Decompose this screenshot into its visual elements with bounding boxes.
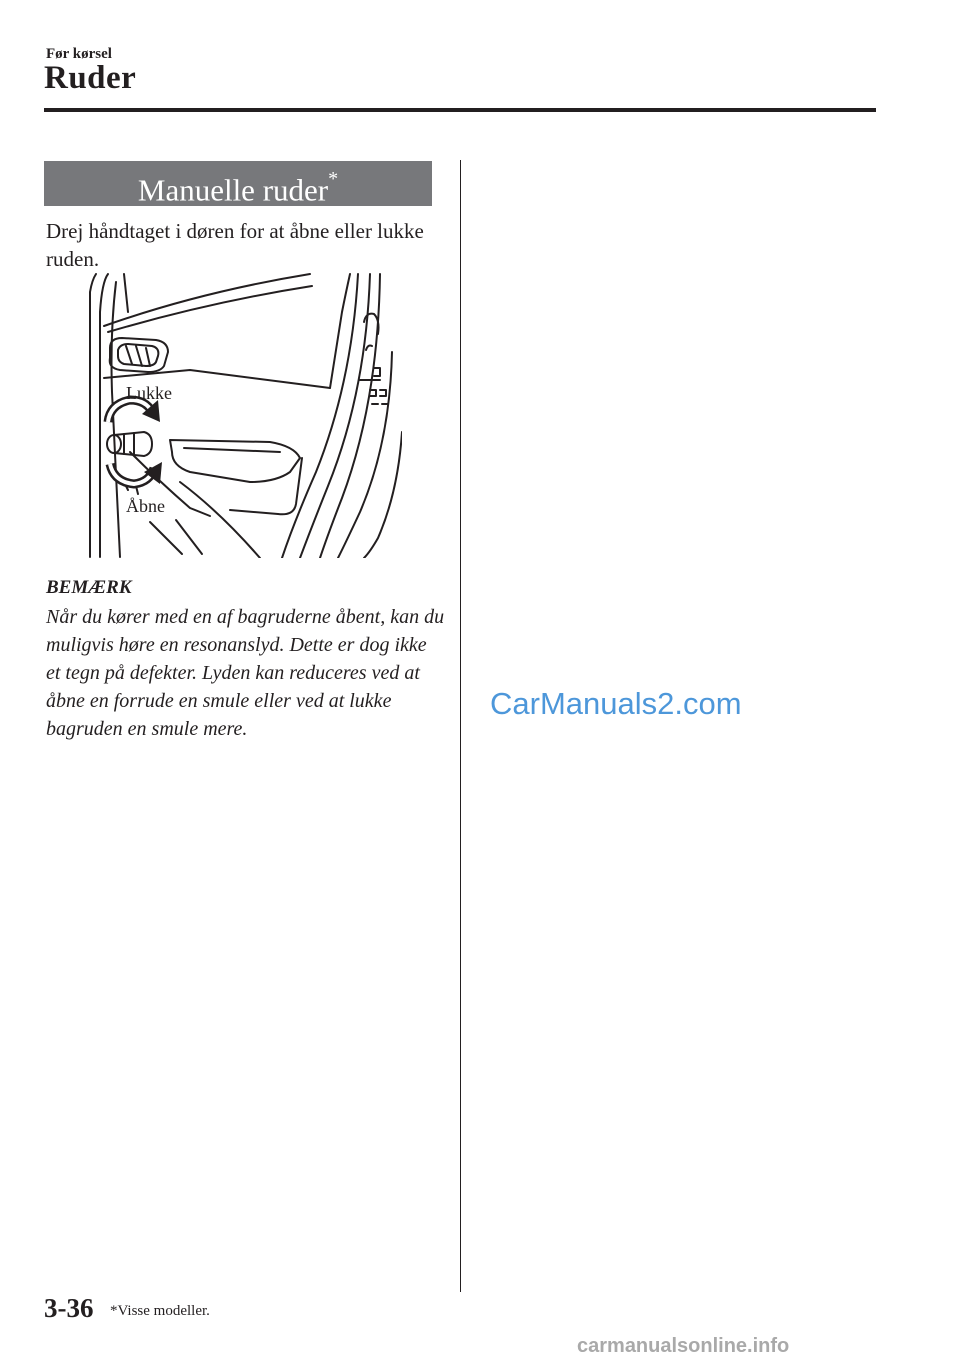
section-heading-text: Manuelle ruder [137, 172, 329, 208]
watermark-text: CarManuals2.com [490, 686, 742, 721]
close-rotation-arrow-icon [108, 400, 160, 422]
footnote: *Visse modeller. [110, 1303, 210, 1319]
page-title: Ruder [44, 60, 137, 96]
body-text: Drej håndtaget i døren for at åbne eller lukke ruden. [46, 219, 424, 271]
watermark-bottom: carmanualsonline.info [577, 1335, 790, 1357]
column-divider [460, 160, 461, 1292]
note-heading: BEMÆRK [46, 577, 132, 598]
open-rotation-arrow-icon [110, 462, 162, 484]
frame-line [90, 274, 96, 557]
section-heading [44, 161, 432, 206]
note-text: Når du kører med en af bagruderne åbent, kan du muligvis høre en resonanslyd. Dette er dog ikke et tegn på defekter. Lyden kan reduceres ved at åbne en forrude en smule eller ved at lukke bagruden en smule mere. [46, 606, 445, 740]
door-illustration [80, 272, 402, 558]
figure-label-open: Åbne [126, 496, 165, 516]
page-number: 3-36 [44, 1293, 94, 1323]
figure-label-close: Lukke [126, 383, 172, 403]
header-rule [44, 108, 876, 112]
section-heading-marker: * [328, 168, 339, 190]
header-section-label: Før kørsel [46, 46, 112, 62]
door-handle-figure [80, 272, 402, 558]
